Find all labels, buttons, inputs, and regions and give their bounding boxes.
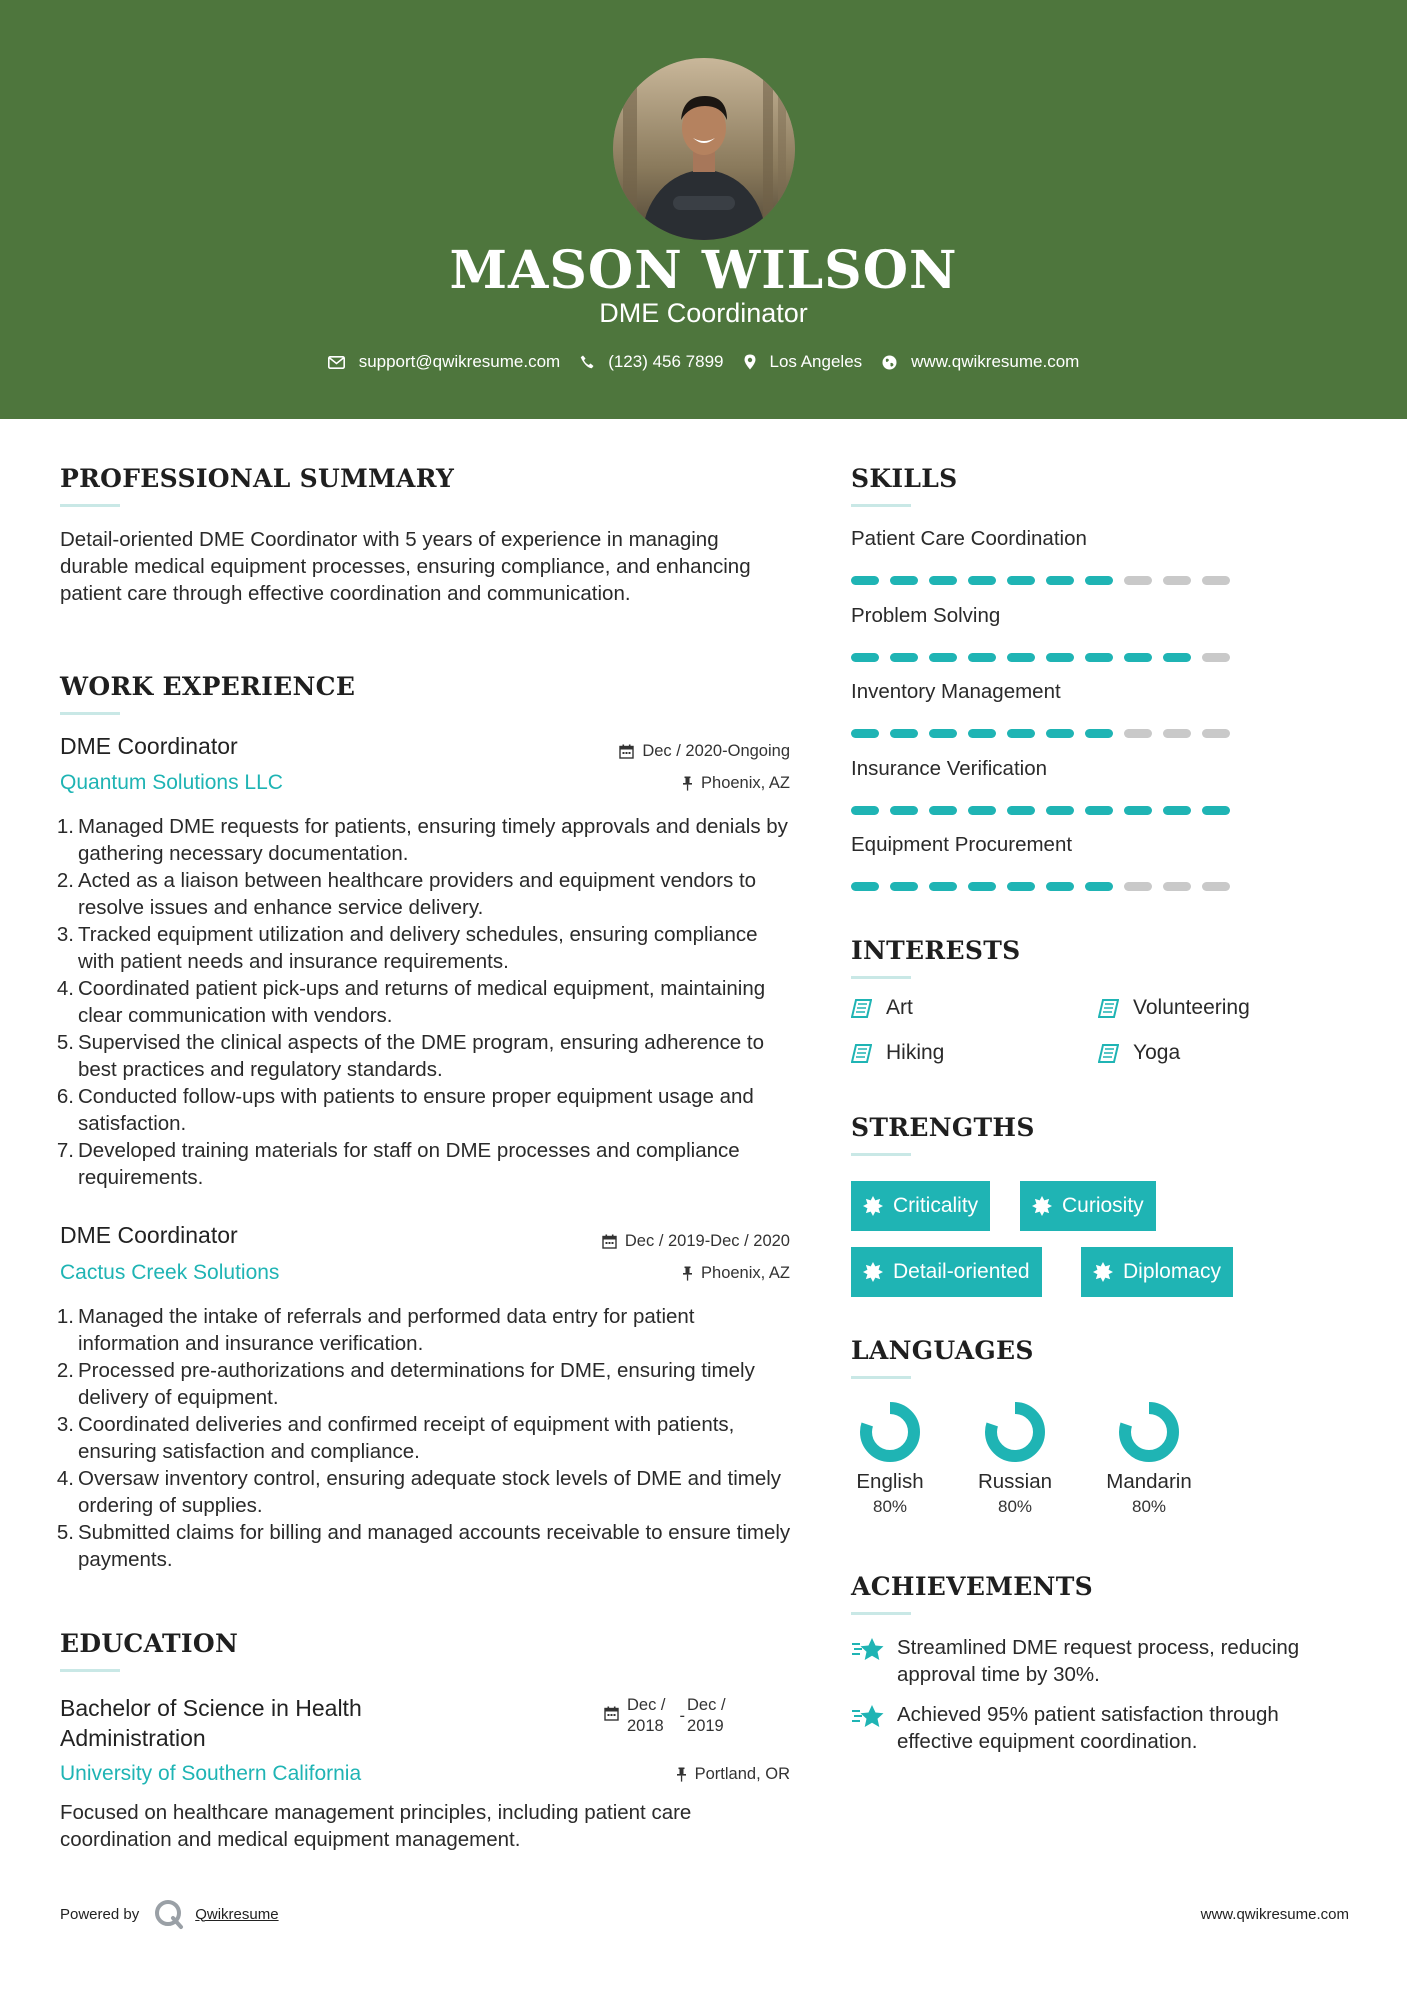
achievement-item: Streamlined DME request process, reducing approval time by 30%. [851, 1634, 1351, 1688]
skill-level-bar [851, 729, 1241, 738]
job-2-location [520, 1264, 790, 1283]
contact-location [744, 352, 863, 372]
skill-dash-filled [1007, 729, 1035, 738]
job-2-dates-text: Dec / 2019-Dec / 2020 [624, 1232, 790, 1250]
list-item: 5. Submitted claims for billing and managed accounts receivable to ensure timely payments. [56, 1521, 791, 1571]
language-progress-arc [866, 1408, 914, 1456]
calendar-icon [619, 744, 634, 759]
skill-level-bar [851, 653, 1241, 662]
skill-dash-empty [1202, 576, 1230, 585]
list-item: 1. Managed the intake of referrals and performed data entry for patient information and insurance verification. [56, 1305, 695, 1355]
skill-dash-empty [1124, 882, 1152, 891]
contact-email-text: support@qwikresume.com [358, 352, 561, 371]
skill-name: Patient Care Coordination [851, 527, 1087, 550]
profile-photo [613, 58, 795, 240]
qwikresume-link[interactable]: Qwikresume [195, 1905, 279, 1923]
skill-dash-filled [1046, 806, 1074, 815]
skill-dash-filled [890, 576, 918, 585]
skill-dash-filled [890, 729, 918, 738]
badge-icon [863, 1196, 883, 1216]
language-item [960, 1400, 1070, 1517]
strengths-underline [851, 1153, 911, 1156]
strength-chip: Curiosity [1020, 1181, 1156, 1231]
skill-level-bar [851, 882, 1241, 891]
skills-underline [851, 504, 911, 507]
skill-dash-filled [851, 653, 879, 662]
skill-name: Insurance Verification [851, 756, 1048, 780]
list-item: 3. Tracked equipment utilization and delivery schedules, ensuring compliance with patient needs and insurance requirements. [56, 923, 758, 973]
list-item: 2. Processed pre-authorizations and determinations for DME, ensuring timely delivery of equipment. [56, 1359, 755, 1409]
skill-dash-filled [1046, 882, 1074, 891]
language-name: English [856, 1470, 924, 1493]
job-1-company: Quantum Solutions LLC [60, 771, 283, 794]
skill-dash-filled [929, 882, 957, 891]
skill-dash-filled [1124, 806, 1152, 815]
job-1-dates [520, 742, 790, 761]
date-separator: - [679, 1707, 686, 1725]
skill-dash-filled [890, 806, 918, 815]
badge-icon [863, 1262, 883, 1282]
pushpin-icon [676, 1767, 687, 1782]
skill-dash-filled [1007, 806, 1035, 815]
footer-website[interactable]: www.qwikresume.com [1200, 1906, 1349, 1923]
languages-underline [851, 1376, 911, 1379]
skill-dash-filled [929, 806, 957, 815]
skill-dash-empty [1202, 882, 1230, 891]
interests-heading: INTERESTS [851, 936, 1021, 965]
education-start-date: Dec / 2018 [627, 1696, 666, 1735]
footer-powered-by [60, 1898, 279, 1930]
book-icon [1098, 999, 1119, 1018]
education-heading: EDUCATION [60, 1629, 239, 1658]
skill-dash-filled [890, 882, 918, 891]
skill-dash-empty [1124, 576, 1152, 585]
star-icon [851, 1636, 885, 1662]
summary-text: Detail-oriented DME Coordinator with 5 years of experience in managing durable medical equipment processes, ensuring compliance, and enhancing patient care through effective coordination and communication. [60, 528, 751, 605]
skill-dash-empty [1163, 882, 1191, 891]
skill-dash-filled [1124, 653, 1152, 662]
summary-heading: PROFESSIONAL SUMMARY [60, 464, 455, 493]
skill-dash-filled [1085, 806, 1113, 815]
calendar-icon [604, 1706, 619, 1721]
skills-heading: SKILLS [851, 464, 958, 493]
achievement-item: Achieved 95% patient satisfaction through effective equipment coordination. [851, 1701, 1351, 1755]
language-item [1094, 1400, 1204, 1517]
badge-icon [1032, 1196, 1052, 1216]
globe-icon [882, 355, 897, 370]
book-icon [851, 1044, 872, 1063]
badge-icon [1093, 1262, 1113, 1282]
degree-title-line-2: Administration [60, 1725, 206, 1751]
candidate-title: DME Coordinator [599, 298, 808, 328]
list-item: 2. Acted as a liaison between healthcare providers and equipment vendors to resolve issues and enhance service delivery. [56, 869, 757, 919]
language-name: Russian [977, 1470, 1053, 1493]
skill-dash-filled [929, 653, 957, 662]
contact-location-text: Los Angeles [769, 352, 863, 371]
job-1-location [520, 774, 790, 793]
education-description: Focused on healthcare management principles, including patient care coordination and medical equipment management. [60, 1801, 692, 1851]
contact-website-text: www.qwikresume.com [911, 352, 1080, 371]
interests-underline [851, 976, 911, 979]
job-1-title: DME Coordinator [60, 733, 238, 759]
list-item: 6. Conducted follow-ups with patients to ensure proper equipment usage and satisfaction. [56, 1085, 754, 1135]
skill-dash-filled [1046, 576, 1074, 585]
skill-dash-empty [1163, 729, 1191, 738]
skill-level-bar [851, 806, 1241, 815]
skill-dash-filled [1202, 806, 1230, 815]
star-icon [851, 1703, 885, 1729]
language-progress-arc [1125, 1408, 1173, 1456]
job-1-dates-text: Dec / 2020-Ongoing [642, 742, 790, 760]
map-pin-icon [744, 354, 756, 370]
job-2-location-text: Phoenix, AZ [701, 1264, 790, 1282]
skill-dash-filled [1046, 729, 1074, 738]
list-item: 7. Developed training materials for staff on DME processes and compliance requirements. [56, 1139, 740, 1189]
language-percent: 80% [872, 1497, 908, 1516]
interest-item: Yoga [1098, 1041, 1180, 1065]
language-item [835, 1400, 945, 1517]
pushpin-icon [682, 776, 693, 791]
skill-dash-filled [1085, 729, 1113, 738]
language-progress-arc [991, 1408, 1039, 1456]
skill-name: Equipment Procurement [851, 833, 1073, 856]
skill-name: Problem Solving [851, 603, 1001, 627]
contact-phone[interactable] [580, 352, 723, 372]
school-name: University of Southern California [60, 1762, 362, 1785]
interest-item: Art [851, 996, 913, 1020]
language-percent: 80% [997, 1497, 1033, 1516]
education-location [520, 1765, 790, 1784]
languages-heading: LANGUAGES [851, 1336, 1034, 1365]
skill-dash-filled [1046, 653, 1074, 662]
skill-dash-filled [851, 729, 879, 738]
skill-dash-filled [968, 576, 996, 585]
job-2-title: DME Coordinator [60, 1222, 238, 1248]
skill-dash-filled [1163, 806, 1191, 815]
education-dates [604, 1695, 726, 1737]
language-name: Mandarin [1106, 1470, 1192, 1493]
strength-chip: Criticality [851, 1181, 990, 1231]
skill-name: Inventory Management [851, 680, 1061, 703]
skill-dash-filled [851, 576, 879, 585]
skill-dash-filled [1007, 882, 1035, 891]
language-progress-ring [983, 1400, 1047, 1464]
contact-website[interactable] [882, 352, 1079, 372]
calendar-icon [602, 1234, 617, 1249]
book-icon [1098, 1044, 1119, 1063]
strength-chip: Diplomacy [1081, 1247, 1233, 1297]
degree-title-line-1: Bachelor of Science in Health [60, 1695, 362, 1721]
job-1-location-text: Phoenix, AZ [701, 774, 790, 792]
list-item: 4. Coordinated patient pick-ups and returns of medical equipment, maintaining clear communication with vendors. [56, 977, 766, 1027]
language-percent: 80% [1131, 1497, 1167, 1516]
skill-dash-filled [929, 576, 957, 585]
qwikresume-logo-icon [153, 1898, 185, 1930]
pushpin-icon [682, 1266, 693, 1281]
skill-dash-filled [1163, 653, 1191, 662]
job-2-company: Cactus Creek Solutions [60, 1261, 280, 1284]
strength-chip: Detail-oriented [851, 1247, 1042, 1297]
interest-item: Volunteering [1098, 996, 1250, 1020]
language-progress-ring [858, 1400, 922, 1464]
skill-dash-filled [929, 729, 957, 738]
summary-underline [60, 504, 120, 507]
skill-dash-filled [1085, 882, 1113, 891]
resume-header [0, 0, 1407, 419]
skill-dash-filled [968, 653, 996, 662]
skill-dash-filled [1085, 576, 1113, 585]
powered-by-text: Powered by [60, 1905, 140, 1923]
contact-phone-text: (123) 456 7899 [608, 352, 724, 371]
education-underline [60, 1669, 120, 1672]
job-2-bullets [56, 1303, 795, 1573]
experience-heading: WORK EXPERIENCE [60, 672, 356, 701]
skill-dash-filled [1007, 576, 1035, 585]
skill-dash-empty [1163, 576, 1191, 585]
skill-dash-filled [851, 882, 879, 891]
strengths-heading: STRENGTHS [851, 1113, 1035, 1142]
skill-dash-empty [1124, 729, 1152, 738]
envelope-icon [328, 356, 345, 369]
skill-dash-filled [851, 806, 879, 815]
achievements-underline [851, 1612, 911, 1615]
skill-dash-filled [968, 729, 996, 738]
candidate-name: MASON WILSON [449, 240, 958, 301]
achievements-heading: ACHIEVEMENTS [851, 1572, 1093, 1601]
phone-icon [580, 355, 594, 369]
contact-email[interactable] [328, 352, 561, 372]
job-1-bullets [56, 813, 795, 1191]
skill-dash-filled [968, 806, 996, 815]
job-2-dates [500, 1232, 790, 1251]
experience-underline [60, 712, 120, 715]
education-location-text: Portland, OR [694, 1765, 790, 1783]
list-item: 5. Supervised the clinical aspects of the DME program, ensuring adherence to best practices and regulatory standards. [56, 1031, 764, 1081]
degree-title [60, 1693, 362, 1753]
skill-level-bar [851, 576, 1241, 585]
skill-dash-empty [1202, 729, 1230, 738]
contact-bar [0, 352, 1407, 372]
interest-item: Hiking [851, 1041, 944, 1065]
skill-dash-filled [890, 653, 918, 662]
list-item: 1. Managed DME requests for patients, ensuring timely approvals and denials by gathering necessary documentation. [56, 815, 788, 865]
education-end-date: Dec / 2019 [687, 1696, 726, 1735]
book-icon [851, 999, 872, 1018]
language-progress-ring [1117, 1400, 1181, 1464]
skill-dash-filled [1085, 653, 1113, 662]
skill-dash-empty [1202, 653, 1230, 662]
skill-dash-filled [1007, 653, 1035, 662]
list-item: 4. Oversaw inventory control, ensuring adequate stock levels of DME and timely ordering of supplies. [56, 1467, 782, 1517]
list-item: 3. Coordinated deliveries and confirmed receipt of equipment with patients, ensuring satisfaction and compliance. [56, 1413, 735, 1463]
skill-dash-filled [968, 882, 996, 891]
